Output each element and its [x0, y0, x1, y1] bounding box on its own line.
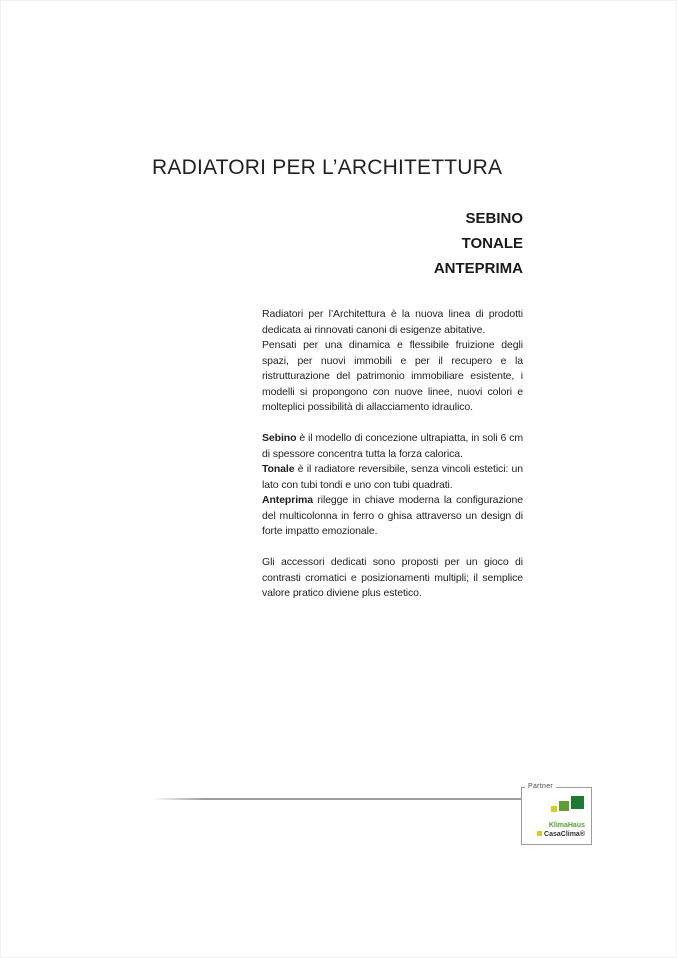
- casaclima-bullet-icon: [537, 831, 542, 836]
- casaclima-logo-square-yellow-icon: [551, 806, 557, 812]
- model-description-tonale: è il radiatore reversibile, senza vincoli estetici: un lato con tubi tondi e uno con tubi quadrati.: [262, 463, 523, 491]
- partner-label: Partner: [525, 783, 556, 790]
- partner-brand-casaclima-row: [537, 831, 585, 838]
- product-name-list: [434, 206, 523, 281]
- casaclima-logo-square-dark-icon: [571, 796, 584, 809]
- body-copy: [262, 307, 523, 602]
- model-description-anteprima: rilegge in chiave moderna la configurazione del multicolonna in ferro o ghisa attraverso un design di forte impatto emozionale.: [262, 494, 523, 537]
- partner-brand-casaclima: CasaClima®: [544, 831, 585, 838]
- partner-logo-box: [521, 783, 592, 845]
- model-paragraph-anteprima: [262, 493, 523, 540]
- product-name-sebino: SEBINO: [465, 210, 523, 227]
- casaclima-logo-square-mid-icon: [559, 801, 569, 811]
- model-name-sebino: Sebino: [262, 432, 297, 444]
- partner-brand-klimahaus: KlimaHaus: [548, 822, 585, 829]
- product-name-tonale: TONALE: [461, 235, 523, 252]
- closing-paragraph: Gli accessori dedicati sono proposti per un gioco di contrasti cromatici e posizionamenti multipli; il semplice valore pratico diviene plus estetico.: [262, 556, 523, 599]
- page-title: RADIATORI PER L’ARCHITETTURA: [152, 156, 503, 179]
- intro-paragraph-1: Radiatori per l’Architettura è la nuova linea di prodotti dedicata ai rinnovati canoni di esigenze abitative.: [262, 308, 523, 336]
- model-name-anteprima: Anteprima: [262, 494, 314, 506]
- model-paragraph-tonale: [262, 462, 523, 493]
- product-name-anteprima: ANTEPRIMA: [433, 260, 523, 277]
- model-name-tonale: Tonale: [262, 463, 295, 475]
- model-paragraph-sebino: [262, 431, 523, 462]
- model-description-sebino: è il modello di concezione ultrapiatta, in soli 6 cm di spessore concentra tutta la forza calorica.: [262, 432, 523, 460]
- casaclima-logo-icon: [551, 796, 584, 814]
- intro-paragraph-2: Pensati per una dinamica e flessibile fruizione degli spazi, per nuovi immobili e per il recupero e la ristrutturazione del patrimonio immobiliare esistente, i modelli si propongono con nuove linee, nuovi colori e molteplici possibilità di allacciamento idraulico.: [262, 339, 523, 413]
